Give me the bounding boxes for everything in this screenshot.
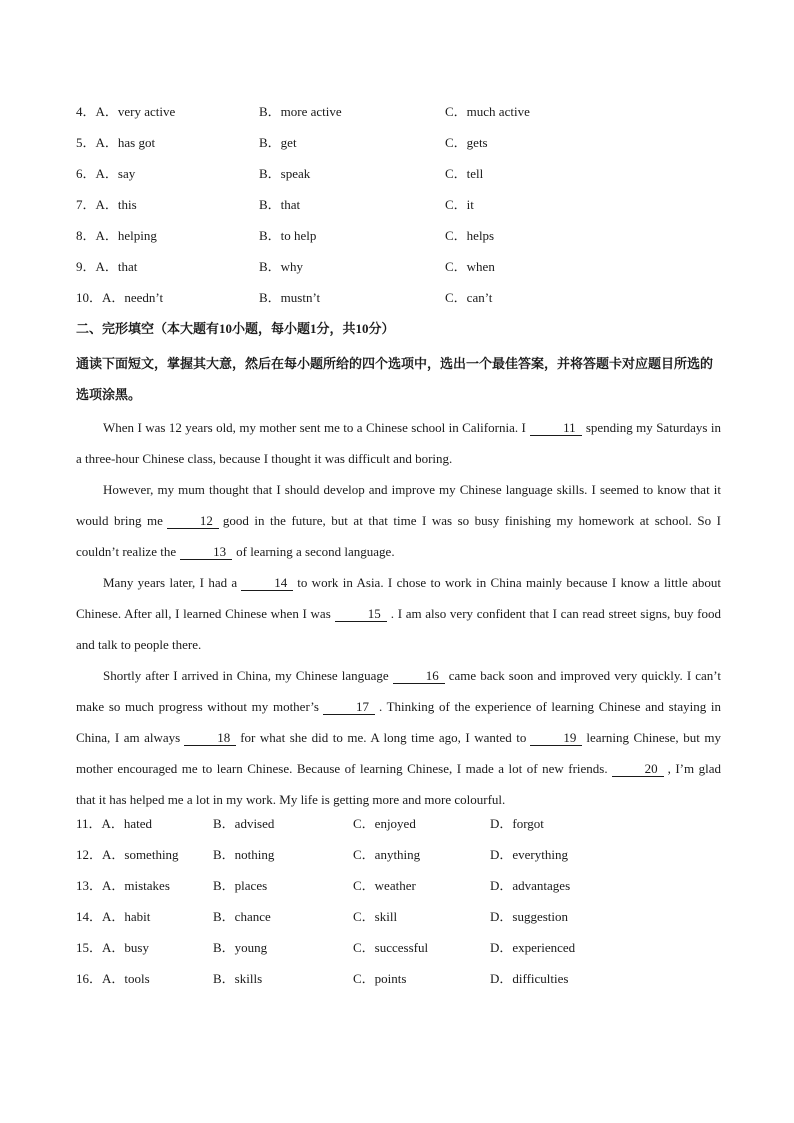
blank-18: 18: [184, 730, 236, 746]
blank-15: 15: [335, 606, 387, 622]
option-c: C．when: [445, 259, 495, 274]
option-a: 8．A．helping: [76, 228, 157, 243]
option-c: C．can’t: [445, 290, 493, 305]
option-b: B．why: [259, 259, 304, 274]
option-a: 14．A．habit: [76, 909, 151, 924]
option-row-12: [76, 846, 721, 877]
passage-paragraph: When I was 12 years old, my mother sent me to a Chinese school in California. I 11 spending my Saturdays in a three-hour Chinese class, because I thought it was difficult and boring.: [76, 420, 721, 466]
option-d: D．advantages: [490, 878, 571, 893]
option-row-13: [76, 877, 721, 908]
option-row-4: [76, 103, 721, 134]
blank-17: 17: [323, 699, 375, 715]
option-d: D．everything: [490, 847, 568, 862]
option-c: C．weather: [353, 878, 416, 893]
option-a: 13．A．mistakes: [76, 878, 170, 893]
option-row-8: [76, 227, 721, 258]
worksheet-page: [76, 103, 721, 1001]
option-b: B．more active: [259, 104, 342, 119]
option-row-14: [76, 908, 721, 939]
option-d: D．experienced: [490, 940, 576, 955]
section-title: 二、完形填空（本大题有10小题，每小题1分，共10分）: [76, 321, 395, 336]
option-c: C．skill: [353, 909, 398, 924]
option-c: C．anything: [353, 847, 421, 862]
option-b: B．places: [213, 878, 268, 893]
option-b: B．mustn’t: [259, 290, 321, 305]
blank-11: 11: [530, 420, 582, 436]
option-a: 7．A．this: [76, 197, 137, 212]
passage-paragraph: Many years later, I had a 14 to work in Asia. I chose to work in China mainly because I know a little about Chinese. After all, I learned Chinese when I was 15 . I am also very confident that I can read street signs, buy food and talk to people there.: [76, 575, 722, 652]
option-a: 4．A．very active: [76, 104, 176, 119]
blank-13: 13: [180, 544, 232, 560]
option-row-9: [76, 258, 721, 289]
option-b: B．skills: [213, 971, 263, 986]
option-c: C．it: [445, 197, 474, 212]
option-d: D．forgot: [490, 816, 544, 831]
option-b: B．nothing: [213, 847, 275, 862]
option-b: B．get: [259, 135, 297, 150]
option-b: B．chance: [213, 909, 271, 924]
option-c: C．successful: [353, 940, 429, 955]
option-c: C．enjoyed: [353, 816, 416, 831]
option-b: B．young: [213, 940, 268, 955]
blank-14: 14: [241, 575, 293, 591]
cloze-passage: [76, 412, 721, 815]
option-b: B．speak: [259, 166, 311, 181]
option-a: 6．A．say: [76, 166, 136, 181]
option-a: 12．A．something: [76, 847, 179, 862]
option-row-10: [76, 289, 721, 320]
option-c: C．much active: [445, 104, 530, 119]
option-c: C．helps: [445, 228, 495, 243]
option-row-11: [76, 815, 721, 846]
option-a: 9．A．that: [76, 259, 138, 274]
passage-paragraph: Shortly after I arrived in China, my Chinese language 16 came back soon and improved very quickly. I can’t make so much progress without my mother’s 17 . Thinking of the experience of learning Chinese and staying in China, I am always 18 for what she did to me. A long time ago, I wanted to 19 learning Chinese, but my mother encouraged me to learn Chinese. Because of learning Chinese, I made a lot of new friends. 20 , I’m glad that it has helped me a lot in my work. My life is getting more and more colourful.: [76, 668, 722, 807]
blank-20: 20: [612, 761, 664, 777]
blank-16: 16: [393, 668, 445, 684]
option-c: C．tell: [445, 166, 484, 181]
passage-paragraph: However, my mum thought that I should develop and improve my Chinese language skills. I seemed to know that it would bring me 12 good in the future, but at that time I was so busy finishing my homework at school. So I couldn’t realize the 13 of learning a second language.: [76, 482, 722, 559]
option-row-15: [76, 939, 721, 970]
option-b: B．to help: [259, 228, 317, 243]
section-instructions: 通读下面短文，掌握其大意，然后在每小题所给的四个选项中，选出一个最佳答案，并将答题卡对应题目所选的选项涂黑。: [76, 356, 714, 402]
option-b: B．advised: [213, 816, 275, 831]
option-d: D．difficulties: [490, 971, 569, 986]
blank-19: 19: [530, 730, 582, 746]
option-a: 15．A．busy: [76, 940, 149, 955]
option-a: 16．A．tools: [76, 971, 150, 986]
option-a: 10．A．needn’t: [76, 290, 164, 305]
option-row-5: [76, 134, 721, 165]
option-c: C．points: [353, 971, 407, 986]
option-c: C．gets: [445, 135, 488, 150]
blank-12: 12: [167, 513, 219, 529]
option-b: B．that: [259, 197, 301, 212]
option-d: D．suggestion: [490, 909, 569, 924]
option-a: 11．A．hated: [76, 816, 153, 831]
option-a: 5．A．has got: [76, 135, 156, 150]
option-row-16: [76, 970, 721, 1001]
option-row-7: [76, 196, 721, 227]
option-row-6: [76, 165, 721, 196]
